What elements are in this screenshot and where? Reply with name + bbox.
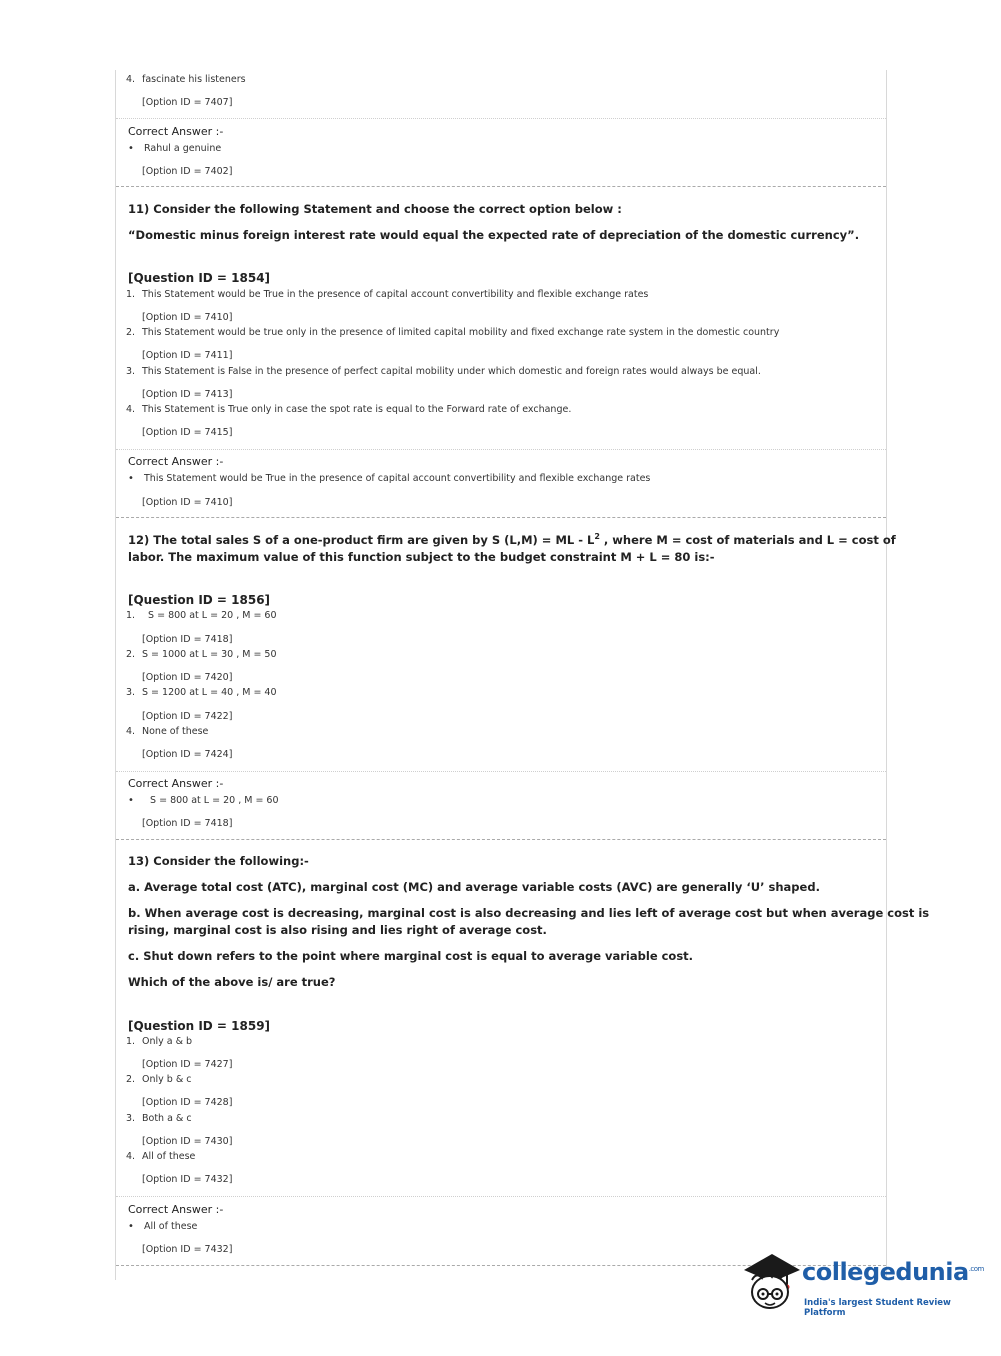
question-11-line-1: 11) Consider the following Statement and choose the correct option below :	[128, 202, 622, 216]
option-id: [Option ID = 7407]	[142, 97, 233, 108]
q11-option-4-id: [Option ID = 7415]	[142, 427, 233, 438]
question-13-statement-b-2: rising, marginal cost is also rising and lies right of average cost.	[128, 923, 547, 937]
q13-option-3-id: [Option ID = 7430]	[142, 1136, 233, 1147]
divider	[116, 771, 886, 772]
question-13-id: [Question ID = 1859]	[128, 1019, 271, 1033]
question-separator	[116, 186, 886, 187]
q11-option-1: 1. This Statement would be True in the presence of capital account convertibility and flexible exchange rates	[126, 289, 649, 300]
q12-option-4-id: [Option ID = 7424]	[142, 749, 233, 760]
divider	[116, 118, 886, 119]
question-13-statement-a: a. Average total cost (ATC), marginal cost (MC) and average variable costs (AVC) are generally ‘U’ shaped.	[128, 880, 820, 894]
correct-answer-label: Correct Answer :-	[128, 125, 224, 138]
q11-option-2: 2. This Statement would be true only in the presence of limited capital mobility and fixed exchange rate system in the domestic country	[126, 327, 780, 338]
q12-option-4: 4. None of these	[126, 726, 209, 737]
q11-option-1-id: [Option ID = 7410]	[142, 312, 233, 323]
q11-option-3-id: [Option ID = 7413]	[142, 389, 233, 400]
correct-option-id: [Option ID = 7418]	[142, 818, 233, 829]
q12-option-2: 2. S = 1000 at L = 30 , M = 50	[126, 649, 277, 660]
option-4: 4. fascinate his listeners	[126, 74, 246, 85]
correct-option-id: [Option ID = 7432]	[142, 1244, 233, 1255]
q11-option-3: 3. This Statement is False in the presence of perfect capital mobility under which domestic and foreign rates would always be equal.	[126, 366, 761, 377]
correct-answer-label: Correct Answer :-	[128, 777, 224, 790]
q13-option-1-id: [Option ID = 7427]	[142, 1059, 233, 1070]
question-12-line-1: 12) The total sales S of a one-product firm are given by S (L,M) = ML - $L^2$ , where M = cost of materials and L = cost of	[128, 532, 896, 547]
q13-option-3: 3. Both a & c	[126, 1113, 192, 1124]
question-13-statement-c: c. Shut down refers to the point where marginal cost is equal to average variable cost.	[128, 949, 694, 963]
question-13-statement-b-1: b. When average cost is decreasing, marginal cost is also decreasing and lies left of average cost but when average cost is	[128, 906, 930, 920]
q12-option-3-id: [Option ID = 7422]	[142, 711, 233, 722]
q13-option-2-id: [Option ID = 7428]	[142, 1097, 233, 1108]
correct-option-id: [Option ID = 7410]	[142, 497, 233, 508]
q12-option-1: 1. S = 800 at L = 20 , M = 60	[126, 610, 277, 621]
divider	[116, 449, 886, 450]
collegedunia-logo	[742, 1250, 982, 1320]
question-11-id: [Question ID = 1854]	[128, 271, 271, 285]
question-separator	[116, 839, 886, 840]
logo-wordmark: collegedunia$^{.com}$	[802, 1258, 984, 1286]
correct-answer: • This Statement would be True in the presence of capital account convertibility and flexible exchange rates	[128, 473, 651, 484]
correct-answer: • All of these	[128, 1221, 198, 1232]
question-12-line-2: labor. The maximum value of this function subject to the budget constraint M + L = 80 is:-	[128, 550, 715, 564]
q13-option-4-id: [Option ID = 7432]	[142, 1174, 233, 1185]
correct-answer: • Rahul a genuine	[128, 143, 222, 154]
q12-option-1-id: [Option ID = 7418]	[142, 634, 233, 645]
correct-answer-label: Correct Answer :-	[128, 455, 224, 468]
q13-option-1: 1. Only a & b	[126, 1036, 193, 1047]
mascot-icon	[742, 1250, 802, 1320]
question-13-line-1: 13) Consider the following:-	[128, 854, 309, 868]
question-11-statement: “Domestic minus foreign interest rate would equal the expected rate of depreciation of the domestic currency”.	[128, 228, 860, 242]
q13-option-4: 4. All of these	[126, 1151, 196, 1162]
q13-option-2: 2. Only b & c	[126, 1074, 192, 1085]
correct-answer: • S = 800 at L = 20 , M = 60	[128, 795, 279, 806]
question-12-id: [Question ID = 1856]	[128, 593, 271, 607]
q11-option-2-id: [Option ID = 7411]	[142, 350, 233, 361]
q11-option-4: 4. This Statement is True only in case the spot rate is equal to the Forward rate of exchange.	[126, 404, 572, 415]
logo-tagline: India's largest Student Review Platform	[804, 1298, 951, 1318]
correct-answer-label: Correct Answer :-	[128, 1203, 224, 1216]
divider	[116, 1196, 886, 1197]
correct-option-id: [Option ID = 7402]	[142, 166, 233, 177]
question-separator	[116, 517, 886, 518]
q12-option-3: 3. S = 1200 at L = 40 , M = 40	[126, 687, 277, 698]
q12-option-2-id: [Option ID = 7420]	[142, 672, 233, 683]
question-13-prompt: Which of the above is/ are true?	[128, 975, 336, 989]
